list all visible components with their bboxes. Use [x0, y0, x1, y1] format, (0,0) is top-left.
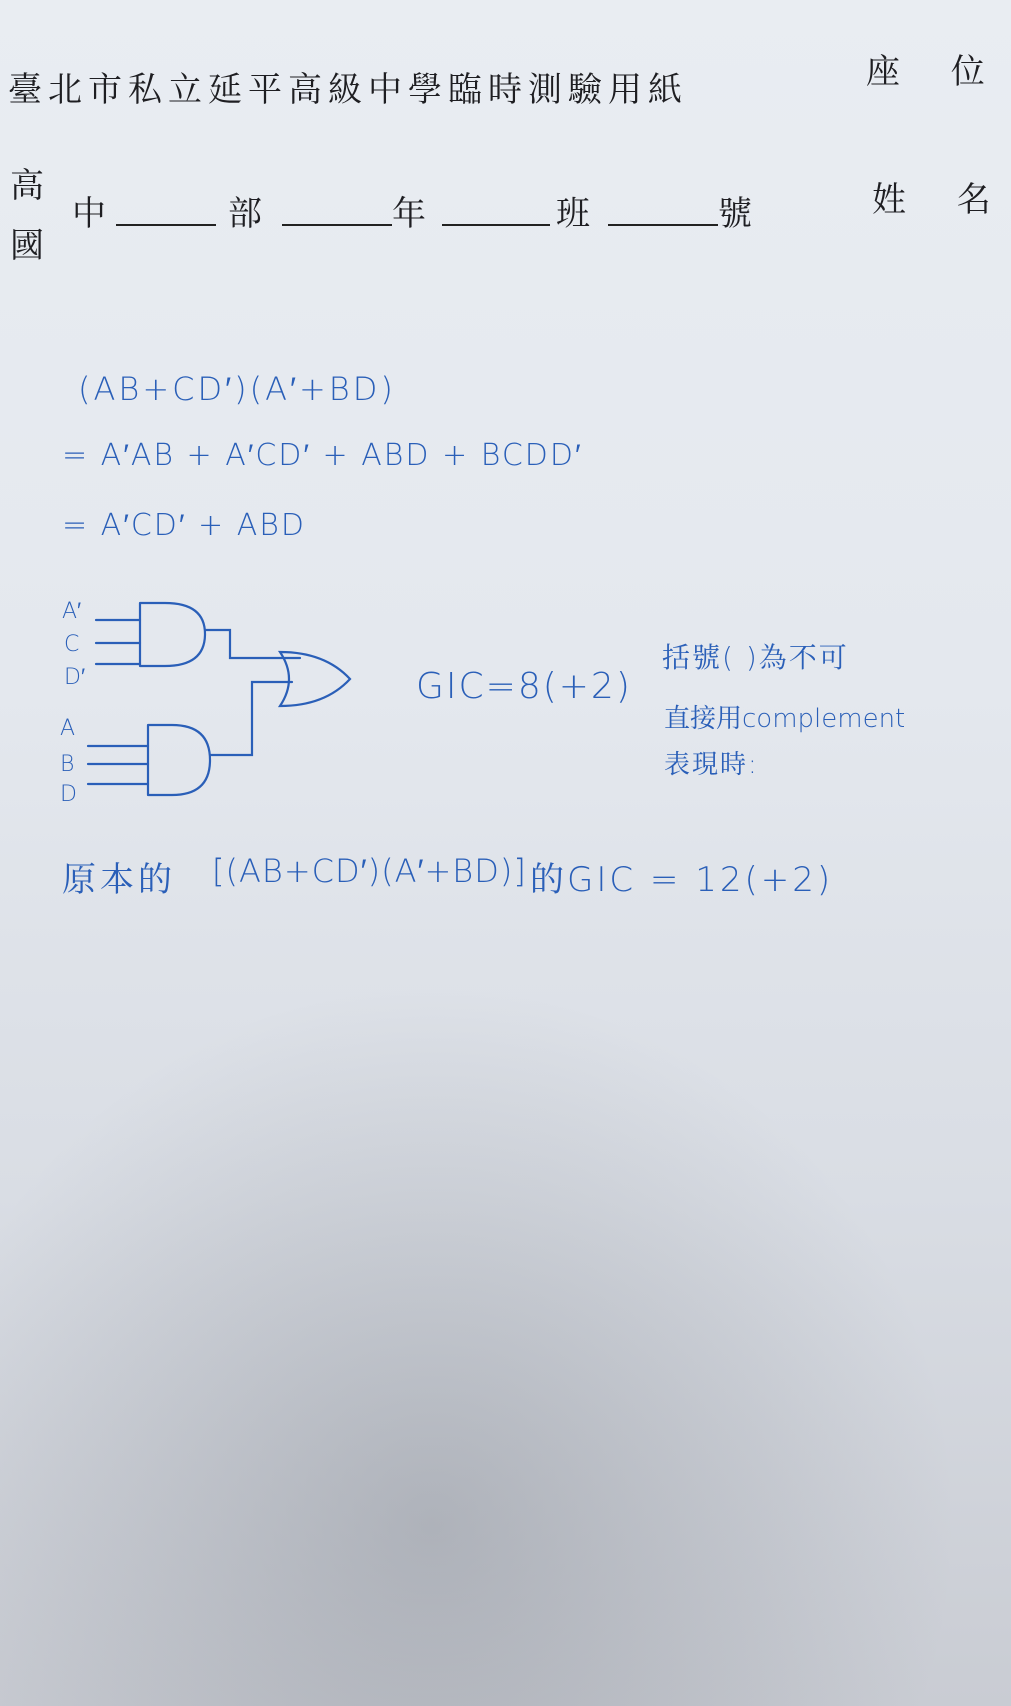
input-bottom-3: D: [60, 782, 77, 807]
or-gate: [280, 652, 350, 706]
dept-label: 部: [228, 194, 268, 234]
wire-and-bottom-out: [210, 682, 292, 755]
level-top: 高: [10, 166, 50, 206]
work-line-3: = A′CD′ + ABD: [62, 508, 306, 543]
input-top-3: D′: [64, 665, 86, 690]
class-label: 班: [556, 194, 596, 234]
form-title: 臺北市私立延平高級中學臨時測驗用紙: [8, 70, 688, 110]
name-label: 姓 名: [872, 180, 1011, 220]
input-bottom-1: A: [60, 716, 76, 741]
mid-char: 中: [72, 194, 112, 234]
conclusion-prefix: 原本的: [62, 860, 176, 900]
work-line-1: (AB+CD′)(A′+BD): [78, 370, 396, 408]
input-top-1: A′: [62, 599, 82, 624]
conclusion-expr: [(AB+CD′)(A′+BD)]: [212, 852, 527, 890]
number-label: 號: [718, 194, 758, 234]
gic-result: GIC=8(+2): [416, 666, 632, 707]
wire-and-top-out: [205, 630, 300, 658]
year-label: 年: [392, 194, 432, 234]
input-top-2: C: [64, 632, 80, 657]
level-bottom: 國: [10, 226, 50, 266]
note-line-3: 表現時:: [664, 750, 759, 780]
conclusion-suffix: 的GIC = 12(+2): [530, 860, 834, 900]
and-gate-top: [140, 603, 205, 666]
and-gate-bottom: [148, 725, 210, 795]
work-line-2: = A′AB + A′CD′ + ABD + BCDD′: [62, 438, 583, 473]
seat-label: 座 位: [866, 52, 1005, 92]
note-line-1: 括號( )為不可: [662, 641, 849, 674]
input-bottom-2: B: [60, 752, 75, 777]
note-line-2: 直接用complement: [664, 704, 906, 734]
